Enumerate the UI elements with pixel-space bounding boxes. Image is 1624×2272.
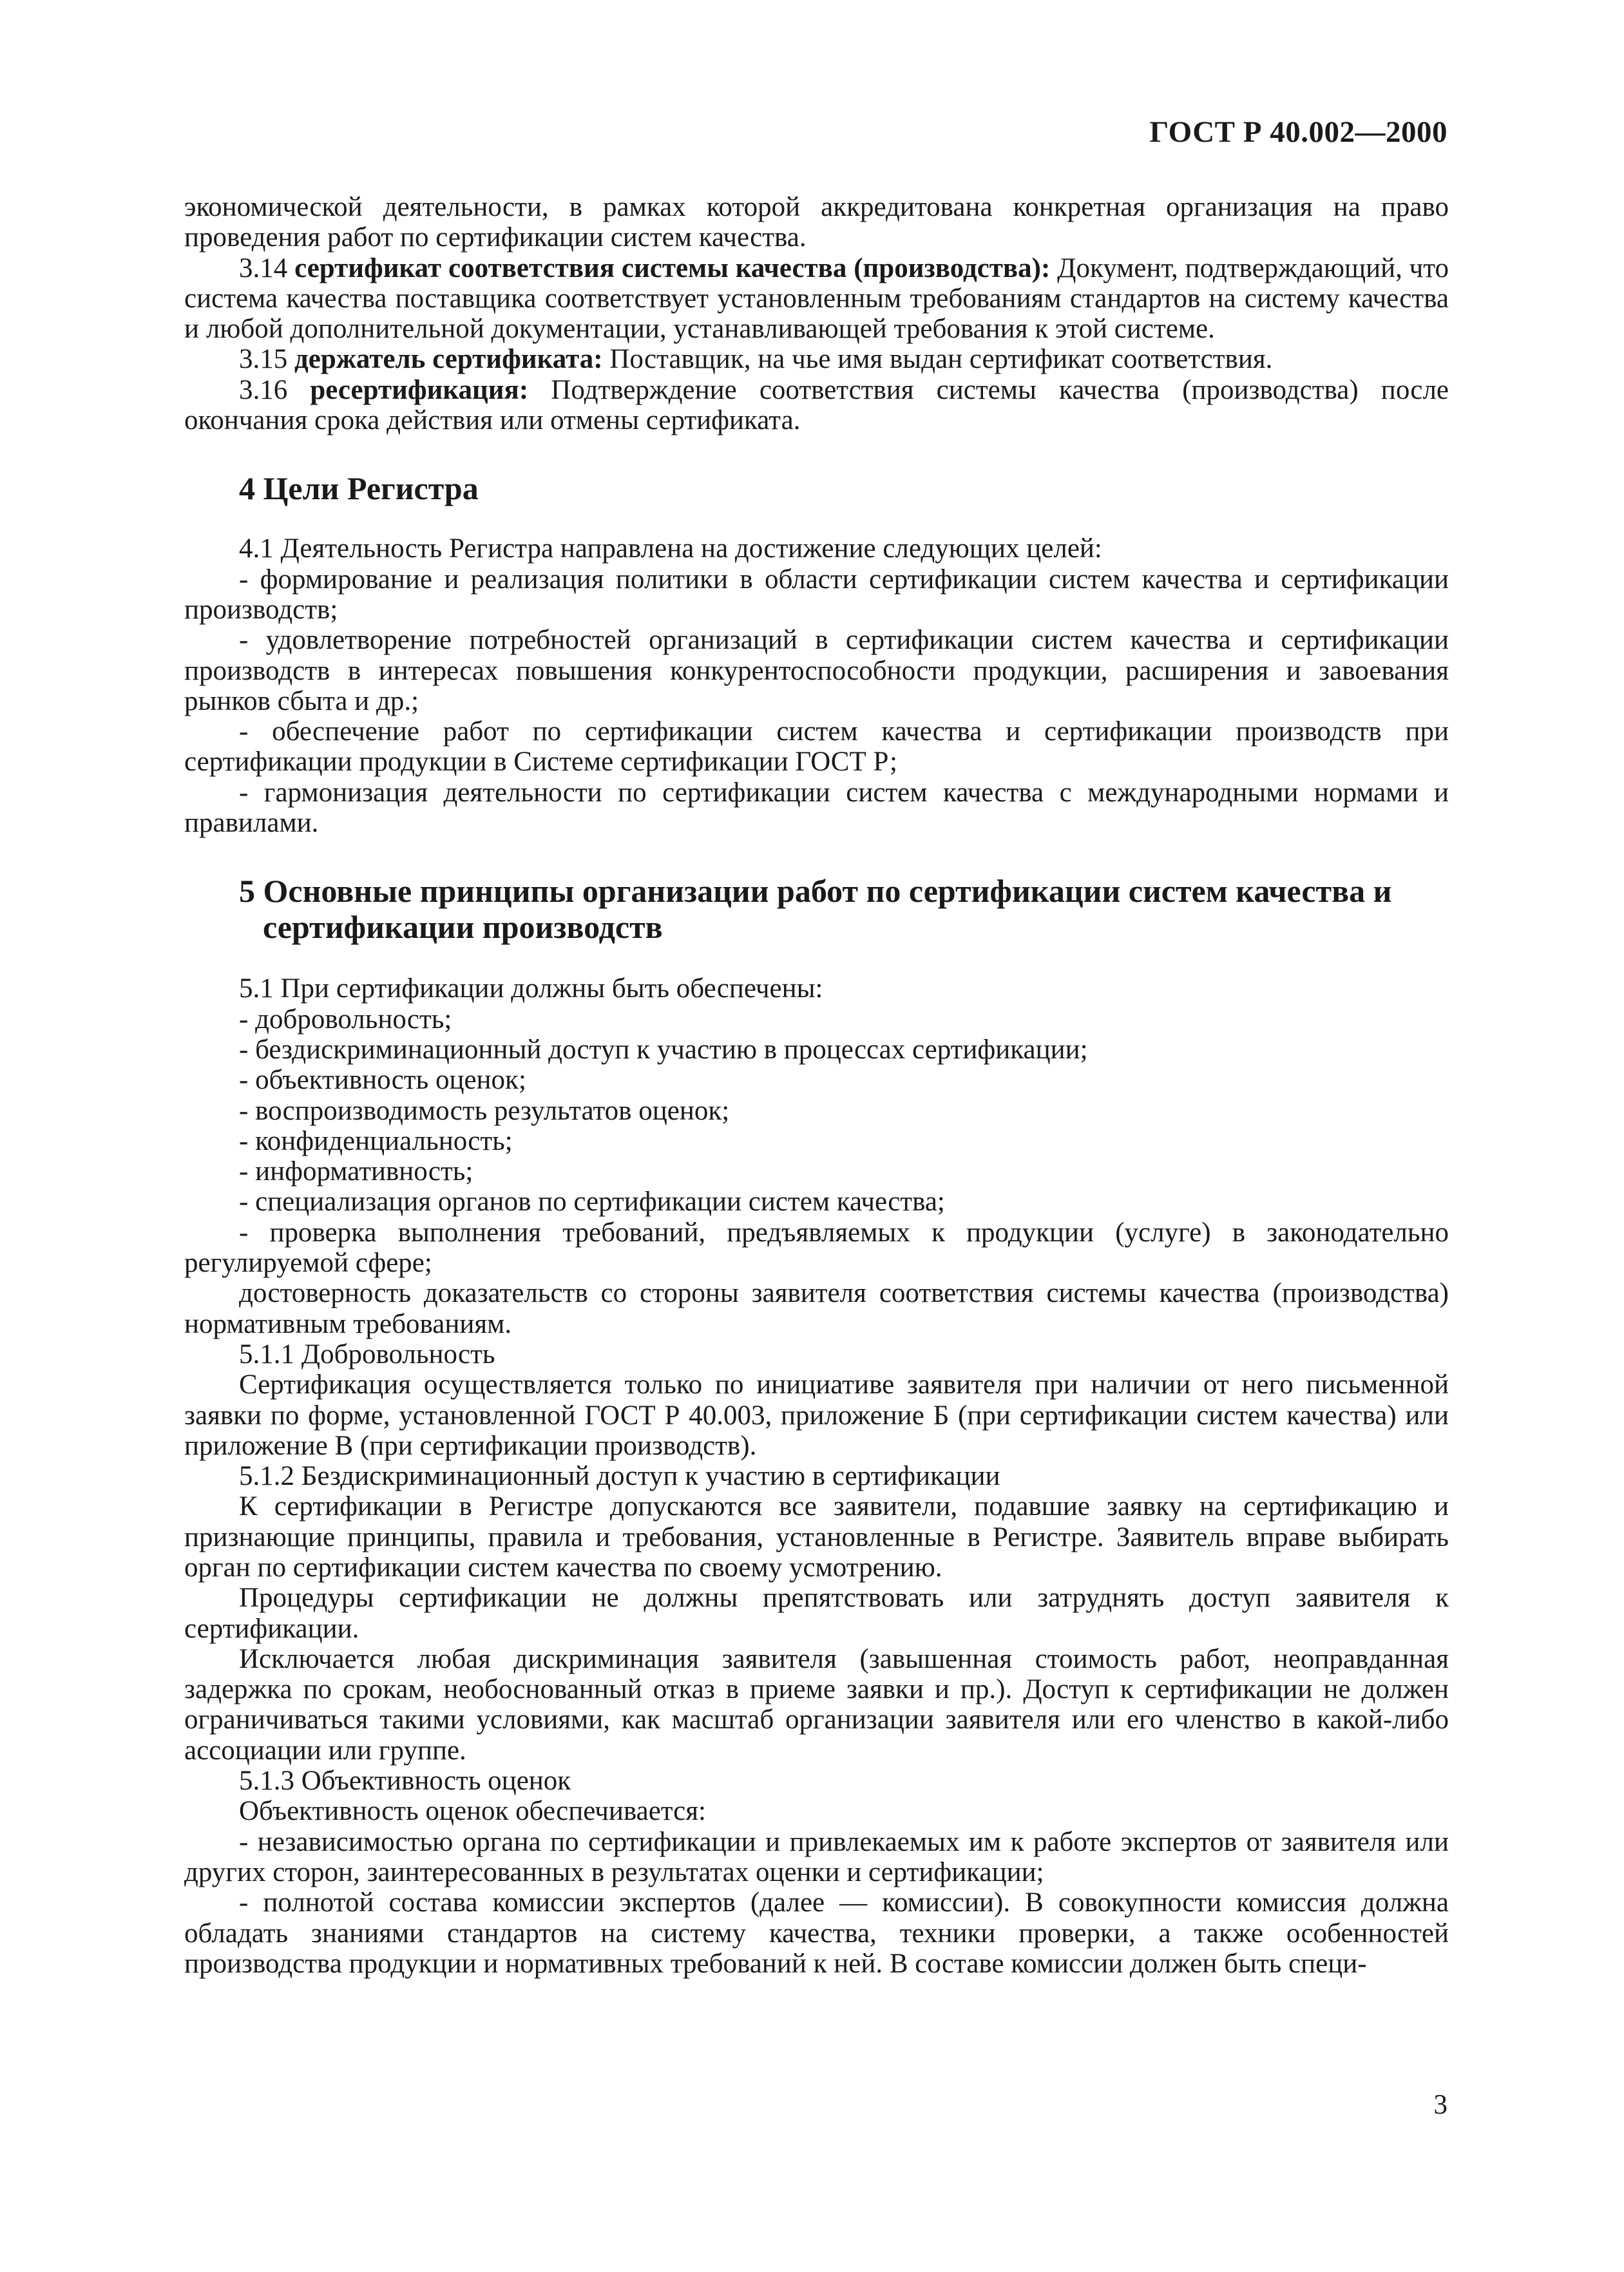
- list-item: достоверность доказательств со стороны заявителя соответствия системы качества (производства) нормативным требованиям.: [184, 1278, 1449, 1339]
- definition-text: Поставщик, на чье имя выдан сертификат соответствия.: [609, 344, 1273, 375]
- list-item: - специализация органов по сертификации систем качества;: [239, 1187, 945, 1217]
- list-item: - полнотой состава комиссии экспертов (далее — комиссии). В совокупности комиссия должна обладать знаниями стандартов на систему качества, техники проверки, а также особенностей производства продукции и нормативных требований к ней. В составе комиссии должен быть специ-: [184, 1887, 1449, 1979]
- list-item: - проверка выполнения требований, предъявляемых к продукции (услуге) в законодательно регулируемой сфере;: [184, 1217, 1449, 1279]
- list-item: - бездискриминационный доступ к участию в процессах сертификации;: [239, 1034, 1088, 1065]
- paragraph: Объективность оценок обеспечивается:: [239, 1796, 706, 1827]
- subclause-heading: 5.1.3 Объективность оценок: [239, 1766, 571, 1797]
- paragraph: Процедуры сертификации не должны препятствовать или затруднять доступ заявителя к сертификации.: [184, 1583, 1449, 1644]
- list-item: - удовлетворение потребностей организаций в сертификации систем качества и сертификации производств в интересах повышения конкурентоспособности продукции, расширения и завоевания рынков сбыта и др.;: [184, 625, 1449, 716]
- list-item: - воспроизводимость результатов оценок;: [239, 1095, 730, 1126]
- paragraph: К сертификации в Регистре допускаются все заявители, подавшие заявку на сертификацию и признающие принципы, правила и требования, установленные в Регистре. Заявитель вправе выбирать орган по сертификации систем качества по своему усмотрению.: [184, 1491, 1449, 1583]
- paragraph-4-1: 4.1 Деятельность Регистра направлена на достижение следующих целей:: [239, 533, 1102, 564]
- document-designation: ГОСТ Р 40.002—2000: [1149, 115, 1447, 149]
- section-heading-5: 5 Основные принципы организации работ по сертификации систем качества и сертификации производств: [239, 873, 1392, 946]
- clause-number: 3.16: [239, 374, 288, 405]
- definition-text: Подтверждение соответствия системы качества (производства) после окончания срока действия или отмены сертификата.: [184, 374, 1449, 436]
- list-item: - формирование и реализация политики в области сертификации систем качества и сертификации производств;: [184, 564, 1449, 625]
- section-heading-4: 4 Цели Регистра: [239, 470, 479, 507]
- list-item: - обеспечение работ по сертификации систем качества и сертификации производств при сертификации продукции в Системе сертификации ГОСТ Р;: [184, 716, 1449, 778]
- defined-term: держатель сертификата:: [294, 344, 603, 375]
- clause-number: 3.14: [239, 253, 288, 283]
- definition-3-16: [184, 375, 1449, 436]
- list-item: - независимостью органа по сертификации и привлекаемых им к работе экспертов от заявителя или других сторон, заинтересованных в результатах оценки и сертификации;: [184, 1826, 1449, 1887]
- paragraph: Исключается любая дискриминация заявителя (завышенная стоимость работ, неоправданная задержка по срокам, необоснованный отказ в приеме заявки и пр.). Доступ к сертификации не должен ограничиваться такими условиями, как масштаб организации заявителя или его членство в какой-либо ассоциации или группе.: [184, 1643, 1449, 1766]
- clause-number: 3.15: [239, 344, 288, 375]
- defined-term: ресертификация:: [310, 374, 529, 405]
- subclause-heading: 5.1.1 Добровольность: [239, 1339, 495, 1370]
- paragraph: Сертификация осуществляется только по инициативе заявителя при наличии от него письменной заявки по форме, установленной ГОСТ Р 40.003, приложение Б (при сертификации систем качества) или приложение В (при сертификации производств).: [184, 1370, 1449, 1461]
- definition-3-15: [184, 344, 1449, 374]
- defined-term: сертификат соответствия системы качества (производства):: [294, 253, 1051, 283]
- definition-text: Документ, подтверждающий, что система качества поставщика соответствует установленным требованиям стандартов на систему качества и любой дополнительной документации, устанавливающей требования к этой системе.: [184, 253, 1449, 345]
- list-item: - добровольность;: [239, 1004, 452, 1035]
- list-item: - объективность оценок;: [239, 1065, 526, 1096]
- document-body: [184, 192, 1449, 1979]
- list-item: - информативность;: [239, 1156, 473, 1187]
- definition-3-14: [184, 253, 1449, 345]
- paragraph-5-1: 5.1 При сертификации должны быть обеспечены:: [239, 973, 823, 1004]
- page-number: 3: [1433, 2090, 1447, 2120]
- paragraph-continuation: экономической деятельности, в рамках которой аккредитована конкретная организация на право проведения работ по сертификации систем качества.: [184, 192, 1449, 253]
- subclause-heading: 5.1.2 Бездискриминационный доступ к участию в сертификации: [239, 1461, 1000, 1492]
- list-item: - конфиденциальность;: [239, 1125, 513, 1156]
- list-item: - гармонизация деятельности по сертификации систем качества с международными нормами и правилами.: [184, 777, 1449, 839]
